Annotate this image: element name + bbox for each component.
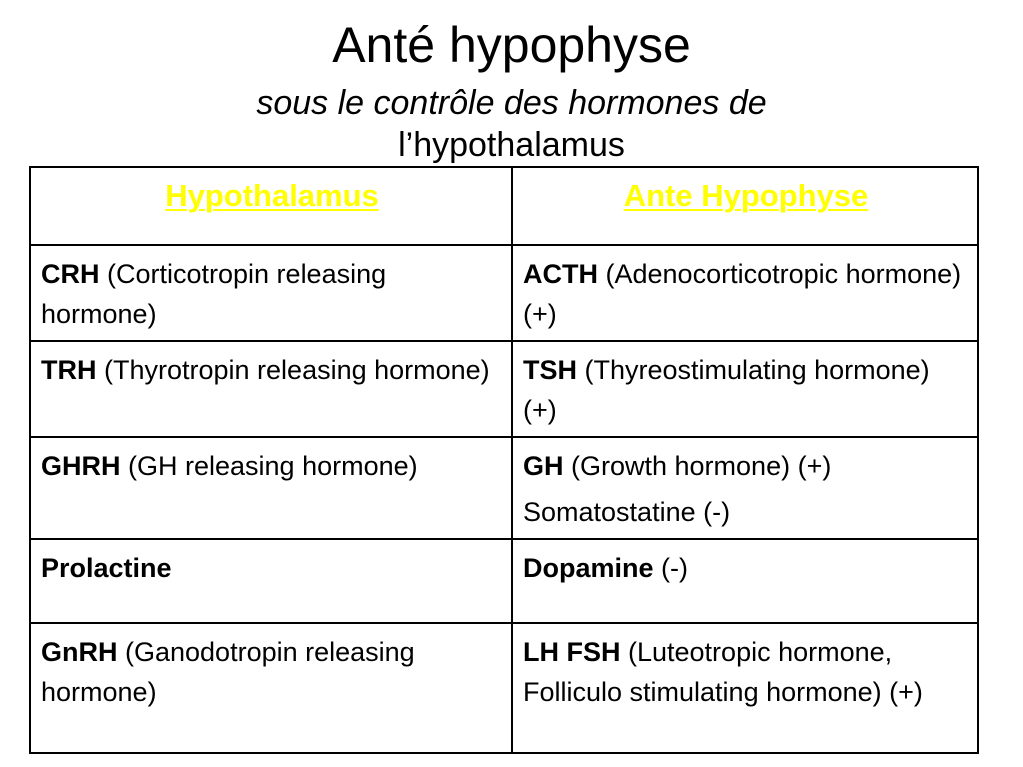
hormone-abbr: TSH xyxy=(523,355,577,385)
hormone-desc: (Corticotropin releasing hormone) xyxy=(41,259,387,329)
hormone-desc: (-) xyxy=(653,553,689,583)
slide-subtitle xyxy=(150,82,873,166)
hypophyse-cell xyxy=(512,623,978,753)
hormone-desc: (Ganodotropin releasing hormone) xyxy=(41,637,415,707)
header-cell-ante-hypophyse xyxy=(512,167,978,245)
hormone-abbr: GH xyxy=(523,451,564,481)
hormone-abbr: ACTH xyxy=(523,259,598,289)
table-row xyxy=(30,341,978,437)
hormone-desc: (Luteotropic hormone, Folliculo stimulating hormone) (+) xyxy=(523,637,923,707)
hormone-abbr: Dopamine xyxy=(523,553,654,583)
hormone-abbr: TRH xyxy=(41,355,97,385)
header-ante-hypophyse: Ante Hypophyse xyxy=(623,178,869,213)
table-row xyxy=(30,437,978,539)
table-row xyxy=(30,245,978,341)
slide-title: Anté hypophyse xyxy=(332,17,691,73)
hypothalamus-cell xyxy=(30,539,512,623)
hypothalamus-cell xyxy=(30,341,512,437)
hypothalamus-cell xyxy=(30,437,512,539)
subtitle-line-1: sous le contrôle des hormones de xyxy=(256,84,767,122)
hormone-abbr: GHRH xyxy=(41,451,121,481)
hormone-abbr: GnRH xyxy=(41,637,118,667)
hypothalamus-cell xyxy=(30,245,512,341)
table-row xyxy=(30,623,978,753)
hormone-desc: (Thyreostimulating hormone) (+) xyxy=(523,355,930,425)
header-hypothalamus: Hypothalamus xyxy=(165,178,379,213)
hormone-table xyxy=(29,166,979,754)
hypophyse-cell xyxy=(512,539,978,623)
hormone-desc: (Thyrotropin releasing hormone) xyxy=(96,355,490,385)
hormone-desc: (Growth hormone) (+) xyxy=(563,451,832,481)
hormone-desc: (GH releasing hormone) xyxy=(120,451,418,481)
hormone-abbr: CRH xyxy=(41,259,100,289)
hormone-abbr: Prolactine xyxy=(41,553,172,583)
table-row xyxy=(30,539,978,623)
hypothalamus-cell xyxy=(30,623,512,753)
subtitle-line-2: l’hypothalamus xyxy=(398,126,625,164)
hormone-desc: (Adenocorticotropic hormone) (+) xyxy=(523,259,962,329)
hormone-extra: Somatostatine (-) xyxy=(523,497,731,527)
hypophyse-cell xyxy=(512,341,978,437)
table-header-row xyxy=(30,167,978,245)
hypophyse-cell xyxy=(512,437,978,539)
header-cell-hypothalamus xyxy=(30,167,512,245)
hypophyse-cell xyxy=(512,245,978,341)
hormone-abbr: LH FSH xyxy=(523,637,621,667)
